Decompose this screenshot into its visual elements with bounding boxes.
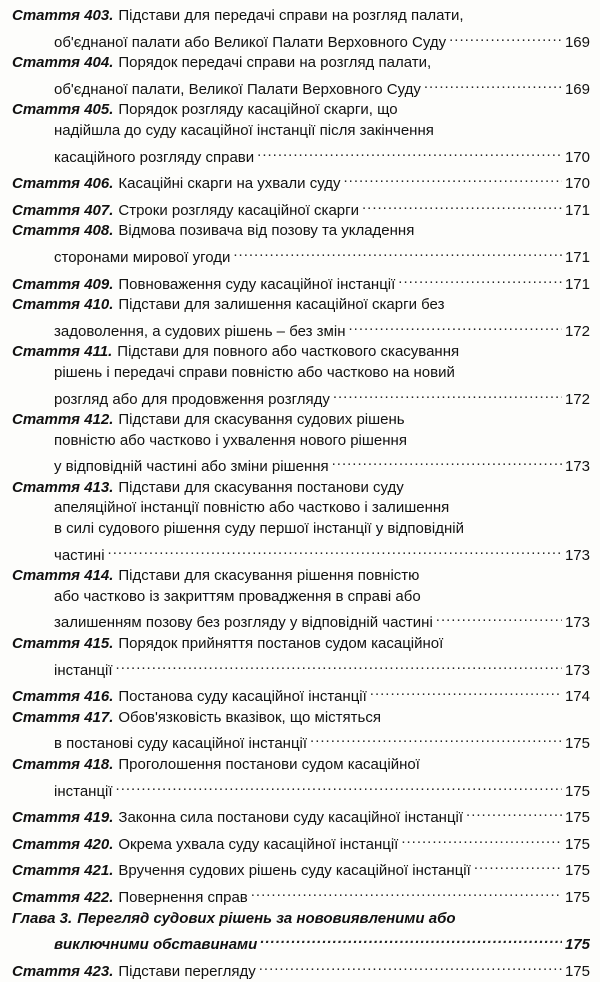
dot-leader bbox=[343, 168, 561, 188]
toc-entry-line bbox=[12, 121, 590, 142]
toc-entry[interactable] bbox=[12, 478, 590, 566]
page-number: 173 bbox=[564, 661, 590, 679]
toc-entry-title: об'єднаної палати або Великої Палати Верховного Суду bbox=[54, 33, 447, 51]
toc-entry-line bbox=[12, 295, 590, 316]
toc-entry-title: касаційного розгляду справи bbox=[54, 148, 255, 166]
page-number: 171 bbox=[564, 201, 590, 219]
toc-entry-line bbox=[12, 956, 590, 982]
dot-leader bbox=[362, 195, 562, 215]
toc-entry-title: інстанції bbox=[54, 782, 113, 800]
article-label: Стаття 411. bbox=[12, 343, 113, 361]
page-number: 173 bbox=[564, 458, 590, 476]
toc-entry[interactable] bbox=[12, 708, 590, 755]
toc-entry-line bbox=[12, 53, 590, 74]
toc-entry-title: апеляційної інстанції повністю або частково і залишення bbox=[54, 499, 450, 517]
page-number: 171 bbox=[564, 275, 590, 293]
article-label: Стаття 421. bbox=[12, 862, 114, 880]
toc-entry-title: Вручення судових рішень суду касаційної інстанції bbox=[118, 862, 471, 880]
toc-entry-title: повністю або частково і ухвалення нового рішення bbox=[54, 431, 407, 449]
article-label: Стаття 414. bbox=[12, 567, 114, 585]
dot-leader bbox=[116, 655, 562, 675]
dot-leader bbox=[333, 384, 562, 404]
page-number: 173 bbox=[564, 546, 590, 564]
page-number: 171 bbox=[564, 248, 590, 266]
toc-entry-line bbox=[12, 478, 590, 499]
article-label: Стаття 410. bbox=[12, 296, 114, 314]
dot-leader bbox=[466, 802, 562, 822]
article-label: Стаття 409. bbox=[12, 275, 114, 293]
toc-entry-title: Підстави для залишення касаційної скарги без bbox=[118, 296, 445, 314]
toc-entry-title: надійшла до суду касаційної інстанції після закінчення bbox=[54, 121, 434, 139]
toc-entry[interactable] bbox=[12, 53, 590, 100]
toc-entry[interactable] bbox=[12, 342, 590, 410]
dot-leader bbox=[348, 316, 561, 336]
toc-entry-line bbox=[12, 269, 590, 296]
toc-entry-line bbox=[12, 410, 590, 431]
toc-entry-line bbox=[12, 316, 590, 343]
page-number: 170 bbox=[564, 175, 590, 193]
toc-entry-title: сторонами мирової угоди bbox=[54, 248, 231, 266]
page-number: 175 bbox=[564, 735, 590, 753]
toc-entry-title: залишенням позову без розгляду у відповідній частині bbox=[54, 614, 433, 632]
toc-entry-line bbox=[12, 755, 590, 776]
toc-entry-line bbox=[12, 242, 590, 269]
toc-entry-title: Касаційні скарги на ухвали суду bbox=[118, 175, 341, 193]
toc-entry-line bbox=[12, 587, 590, 608]
article-label: Стаття 405. bbox=[12, 101, 114, 119]
toc-entry[interactable] bbox=[12, 634, 590, 681]
toc-entry-line bbox=[12, 431, 590, 452]
toc-entry-line bbox=[12, 929, 590, 956]
toc-entry[interactable] bbox=[12, 269, 590, 296]
page-number: 169 bbox=[564, 80, 590, 98]
article-label: Стаття 417. bbox=[12, 708, 114, 726]
page-number: 175 bbox=[564, 835, 590, 853]
toc-entry[interactable] bbox=[12, 956, 590, 982]
toc-entry-title: Підстави для скасування судових рішень bbox=[118, 411, 405, 429]
toc-entry-line bbox=[12, 708, 590, 729]
toc-entry-line bbox=[12, 451, 590, 478]
toc-entry-title: розгляд або для продовження розгляду bbox=[54, 390, 330, 408]
toc-entry-title: інстанції bbox=[54, 661, 113, 679]
page-number: 175 bbox=[564, 782, 590, 800]
toc-entry-title: або частково із закриттям провадження в справі або bbox=[54, 587, 421, 605]
dot-leader bbox=[424, 74, 562, 94]
article-label: Стаття 415. bbox=[12, 635, 114, 653]
toc-entry-line bbox=[12, 221, 590, 242]
article-label: Стаття 407. bbox=[12, 201, 114, 219]
toc-entry[interactable] bbox=[12, 829, 590, 856]
page-number: 175 bbox=[564, 962, 590, 980]
toc-entry-title: Порядок розгляду касаційної скарги, що bbox=[118, 101, 398, 119]
toc-entry-title: Порядок прийняття постанов судом касаційної bbox=[118, 635, 444, 653]
toc-entry-title: Обов'язковість вказівок, що містяться bbox=[118, 708, 381, 726]
dot-leader bbox=[449, 27, 562, 47]
toc-entry[interactable] bbox=[12, 168, 590, 195]
toc-entry-line bbox=[12, 27, 590, 54]
toc-entry-line bbox=[12, 776, 590, 803]
dot-leader bbox=[370, 681, 562, 701]
article-label: Стаття 404. bbox=[12, 54, 114, 72]
toc-entry-title: Повноваження суду касаційної інстанції bbox=[118, 275, 396, 293]
toc-chapter-entry[interactable] bbox=[12, 909, 590, 956]
toc-entry-line bbox=[12, 681, 590, 708]
article-label: Стаття 403. bbox=[12, 7, 114, 24]
toc-entry-line bbox=[12, 498, 590, 519]
article-label: Стаття 406. bbox=[12, 175, 114, 193]
toc-entry-title: Підстави для скасування постанови суду bbox=[118, 478, 404, 496]
toc-entry-title: у відповідній частині або зміни рішення bbox=[54, 458, 329, 476]
page-number: 175 bbox=[564, 888, 590, 906]
dot-leader bbox=[332, 451, 562, 471]
page-number: 175 bbox=[564, 809, 590, 827]
toc-entry-line bbox=[12, 195, 590, 222]
toc-entry[interactable] bbox=[12, 882, 590, 909]
toc-entry-line bbox=[12, 855, 590, 882]
article-label: Стаття 416. bbox=[12, 688, 114, 706]
dot-leader bbox=[257, 142, 562, 162]
toc-entry-title: Порядок передачі справи на розгляд палати, bbox=[118, 54, 432, 72]
toc-entry-title: задоволення, а судових рішень – без змін bbox=[54, 322, 346, 340]
article-label: Стаття 420. bbox=[12, 835, 114, 853]
toc-entry-title: в силі судового рішення суду першої інстанції у відповідній bbox=[54, 520, 464, 538]
toc-entry-title: в постанові суду касаційної інстанції bbox=[54, 735, 308, 753]
toc-entry-title: Окрема ухвала суду касаційної інстанції bbox=[118, 835, 399, 853]
toc-entry[interactable] bbox=[12, 6, 590, 53]
chapter-label: Глава 3. bbox=[12, 909, 73, 927]
toc-entry-title: Підстави для повного або часткового скасування bbox=[117, 343, 460, 361]
toc-entry-title: Проголошення постанови судом касаційної bbox=[118, 756, 420, 773]
page-number: 175 bbox=[564, 936, 590, 954]
toc-entry[interactable] bbox=[12, 221, 590, 268]
toc-entry-line bbox=[12, 634, 590, 655]
toc-entry-line bbox=[12, 342, 590, 363]
toc-entry[interactable] bbox=[12, 566, 590, 634]
article-label: Стаття 418. bbox=[12, 756, 114, 773]
toc-entry-title: частині bbox=[54, 546, 105, 564]
toc-entry-title: виключними обставинами bbox=[54, 936, 258, 954]
article-label: Стаття 419. bbox=[12, 809, 114, 827]
toc-entry[interactable] bbox=[12, 410, 590, 478]
page-number: 170 bbox=[564, 148, 590, 166]
toc-entry-title: об'єднаної палати, Великої Палати Верховного Суду bbox=[54, 80, 421, 98]
dot-leader bbox=[108, 540, 562, 560]
toc-entry[interactable] bbox=[12, 755, 590, 802]
page-number: 172 bbox=[564, 390, 590, 408]
toc-entry-title: Строки розгляду касаційної скарги bbox=[118, 201, 359, 219]
toc-entry-title: рішень і передачі справи повністю або частково на новий bbox=[54, 363, 455, 381]
toc-entry-title: Підстави перегляду bbox=[118, 962, 256, 980]
dot-leader bbox=[251, 882, 562, 902]
toc-entry-line bbox=[12, 882, 590, 909]
toc-entry-line bbox=[12, 607, 590, 634]
page-number: 173 bbox=[564, 614, 590, 632]
toc-entry-title: Відмова позивача від позову та укладення bbox=[118, 222, 415, 240]
toc-entry-line bbox=[12, 519, 590, 540]
toc-entry-line bbox=[12, 100, 590, 121]
toc-entry[interactable] bbox=[12, 295, 590, 342]
dot-leader bbox=[310, 728, 562, 748]
toc-entry-line bbox=[12, 566, 590, 587]
toc-entry-title: Постанова суду касаційної інстанції bbox=[118, 688, 367, 706]
article-label: Стаття 422. bbox=[12, 888, 114, 906]
toc-entry-line bbox=[12, 655, 590, 682]
page-number: 172 bbox=[564, 322, 590, 340]
dot-leader bbox=[259, 956, 562, 976]
toc-entry-line bbox=[12, 74, 590, 101]
toc-entry-title: Перегляд судових рішень за нововиявленими або bbox=[77, 909, 456, 927]
toc-entry[interactable] bbox=[12, 100, 590, 168]
dot-leader bbox=[474, 855, 562, 875]
toc-entry-line bbox=[12, 540, 590, 567]
toc-entry[interactable] bbox=[12, 855, 590, 882]
toc-entry[interactable] bbox=[12, 195, 590, 222]
toc-entry-line bbox=[12, 6, 590, 27]
article-label: Стаття 412. bbox=[12, 411, 114, 429]
toc-entry-title: Повернення справ bbox=[118, 888, 248, 906]
dot-leader bbox=[116, 776, 562, 796]
dot-leader bbox=[401, 829, 562, 849]
toc-entry[interactable] bbox=[12, 681, 590, 708]
toc-entry-line bbox=[12, 168, 590, 195]
toc-entry-line bbox=[12, 802, 590, 829]
page-number: 169 bbox=[564, 33, 590, 51]
toc-entry-line bbox=[12, 829, 590, 856]
dot-leader bbox=[436, 607, 562, 627]
page-number: 174 bbox=[564, 688, 590, 706]
toc-entry-title: Підстави для передачі справи на розгляд палати, bbox=[118, 7, 464, 24]
toc-entry-line bbox=[12, 363, 590, 384]
toc-entry-title: Підстави для скасування рішення повністю bbox=[118, 567, 420, 585]
page-number: 175 bbox=[564, 862, 590, 880]
toc-entry-line bbox=[12, 142, 590, 169]
article-label: Стаття 413. bbox=[12, 478, 114, 496]
toc-entry-title: Законна сила постанови суду касаційної інстанції bbox=[118, 809, 464, 827]
dot-leader bbox=[260, 929, 562, 949]
toc-entry-line bbox=[12, 384, 590, 411]
toc-entry-line bbox=[12, 728, 590, 755]
dot-leader bbox=[398, 269, 562, 289]
article-label: Стаття 423. bbox=[12, 962, 114, 980]
dot-leader bbox=[233, 242, 562, 262]
article-label: Стаття 408. bbox=[12, 222, 114, 240]
toc-entry-line bbox=[12, 909, 590, 930]
toc-entry[interactable] bbox=[12, 802, 590, 829]
